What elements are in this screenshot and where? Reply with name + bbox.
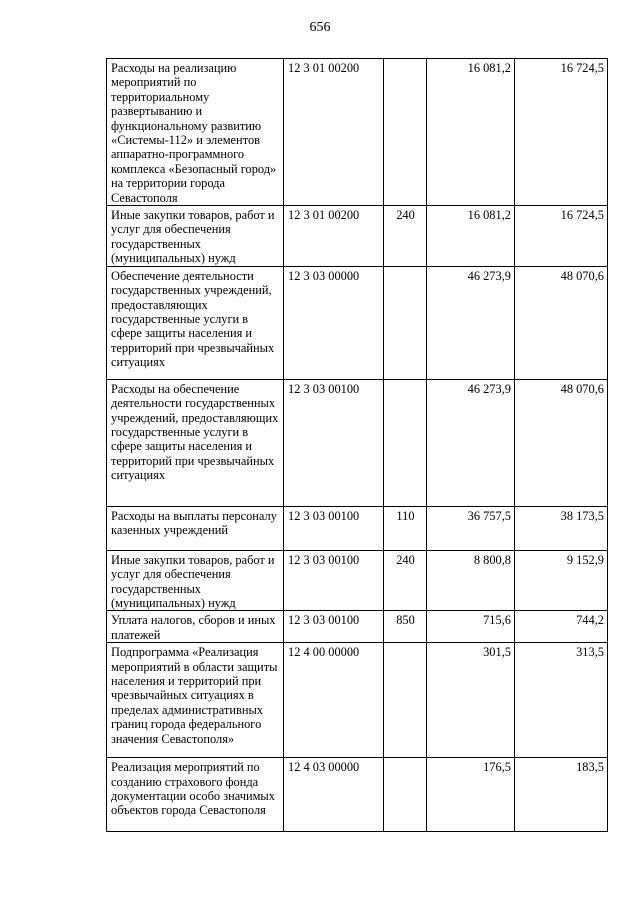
row-value-1-cell: 176,5	[427, 758, 515, 832]
row-name-cell: Реализация мероприятий по созданию страхового фонда документации особо значимых объектов города Севастополя	[107, 758, 284, 832]
row-type-cell: 850	[384, 611, 427, 643]
row-value-2-cell: 48 070,6	[515, 379, 608, 506]
row-value-2-cell: 313,5	[515, 643, 608, 758]
row-name-cell: Расходы на обеспечение деятельности государственных учреждений, предоставляющих государственные услуги в сфере защиты населения и территорий при чрезвычайных ситуациях	[107, 379, 284, 506]
row-type-cell	[384, 266, 427, 379]
row-name-cell: Уплата налогов, сборов и иных платежей	[107, 611, 284, 643]
row-name-cell: Расходы на реализацию мероприятий по территориальному развертыванию и функциональному развитию «Системы-112» и элементов аппаратно-программного комплекса «Безопасный город» на территории города Севастополя	[107, 59, 284, 206]
row-type-cell	[384, 59, 427, 206]
row-value-2-cell: 9 152,9	[515, 550, 608, 611]
row-type-cell	[384, 758, 427, 832]
row-value-1-cell: 16 081,2	[427, 206, 515, 267]
row-code-cell: 12 3 03 00000	[284, 266, 384, 379]
row-code-cell: 12 3 03 00100	[284, 550, 384, 611]
row-value-2-cell: 48 070,6	[515, 266, 608, 379]
row-value-1-cell: 46 273,9	[427, 266, 515, 379]
row-type-cell	[384, 643, 427, 758]
table-row	[107, 506, 608, 550]
table-row	[107, 550, 608, 611]
row-name-cell: Иные закупки товаров, работ и услуг для обеспечения государственных (муниципальных) нужд	[107, 550, 284, 611]
row-type-cell	[384, 379, 427, 506]
row-value-2-cell: 744,2	[515, 611, 608, 643]
row-value-1-cell: 36 757,5	[427, 506, 515, 550]
row-value-1-cell: 16 081,2	[427, 59, 515, 206]
row-value-1-cell: 46 273,9	[427, 379, 515, 506]
row-code-cell: 12 4 00 00000	[284, 643, 384, 758]
row-code-cell: 12 3 03 00100	[284, 506, 384, 550]
row-type-cell: 240	[384, 550, 427, 611]
table-row	[107, 758, 608, 832]
table-row	[107, 59, 608, 206]
row-name-cell: Обеспечение деятельности государственных учреждений, предоставляющих государственные услуги в сфере защиты населения и территорий при чрезвычайных ситуациях	[107, 266, 284, 379]
budget-table	[106, 58, 608, 832]
row-code-cell: 12 3 03 00100	[284, 379, 384, 506]
row-code-cell: 12 4 03 00000	[284, 758, 384, 832]
table-row	[107, 206, 608, 267]
table-row	[107, 643, 608, 758]
page-number: 656	[309, 20, 331, 35]
table-row	[107, 611, 608, 643]
row-value-2-cell: 16 724,5	[515, 59, 608, 206]
row-code-cell: 12 3 01 00200	[284, 206, 384, 267]
row-code-cell: 12 3 03 00100	[284, 611, 384, 643]
row-type-cell: 110	[384, 506, 427, 550]
row-value-2-cell: 183,5	[515, 758, 608, 832]
table-row	[107, 266, 608, 379]
row-name-cell: Иные закупки товаров, работ и услуг для обеспечения государственных (муниципальных) нужд	[107, 206, 284, 267]
row-value-1-cell: 715,6	[427, 611, 515, 643]
row-value-1-cell: 8 800,8	[427, 550, 515, 611]
row-code-cell: 12 3 01 00200	[284, 59, 384, 206]
row-name-cell: Подпрограмма «Реализация мероприятий в области защиты населения и территорий при чрезвычайных ситуациях в пределах административных границ города федерального значения Севастополя»	[107, 643, 284, 758]
table-row	[107, 379, 608, 506]
row-value-1-cell: 301,5	[427, 643, 515, 758]
row-name-cell: Расходы на выплаты персоналу казенных учреждений	[107, 506, 284, 550]
row-type-cell: 240	[384, 206, 427, 267]
row-value-2-cell: 38 173,5	[515, 506, 608, 550]
row-value-2-cell: 16 724,5	[515, 206, 608, 267]
